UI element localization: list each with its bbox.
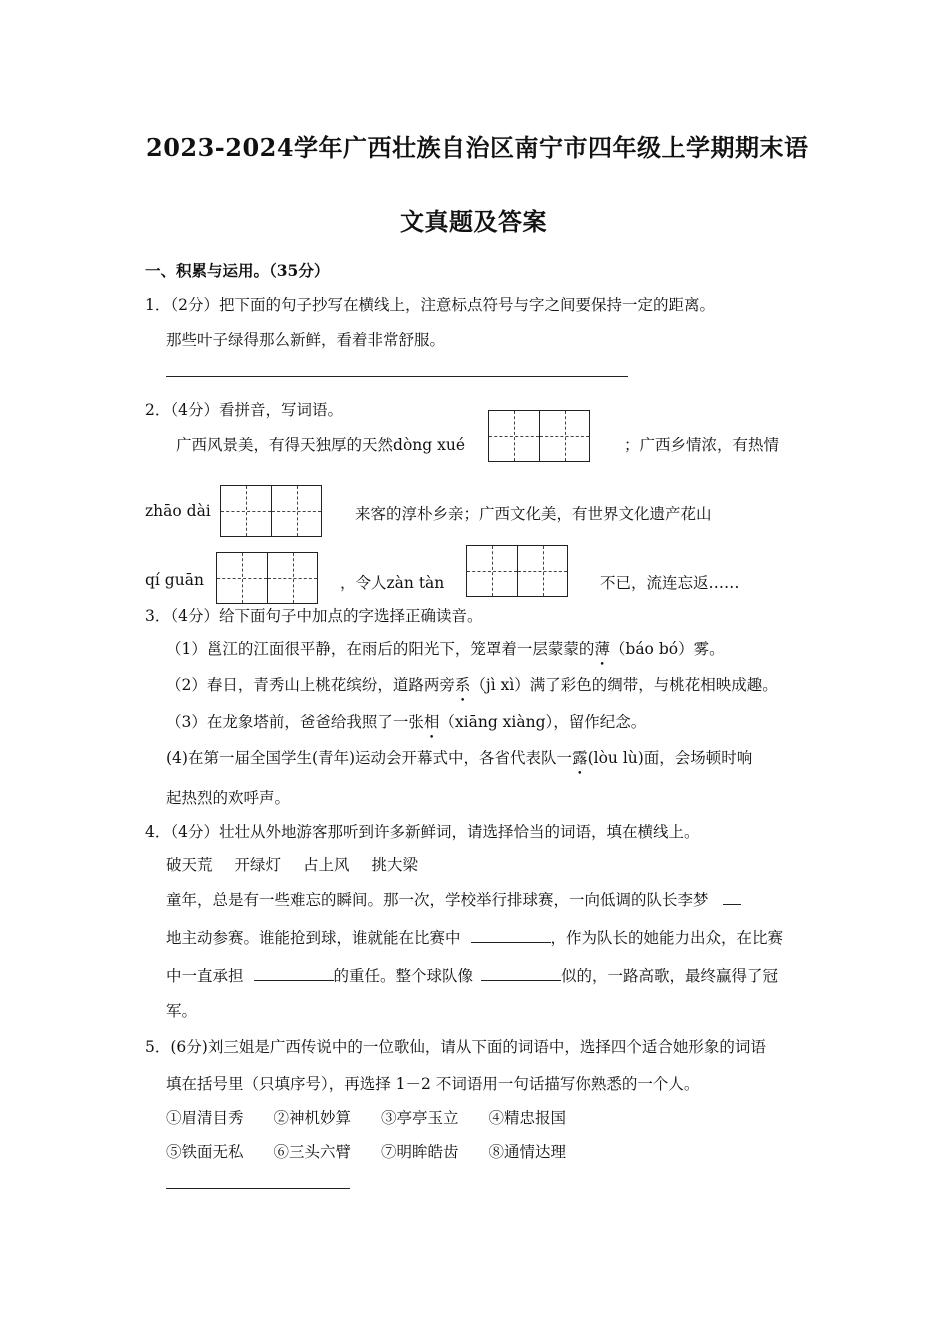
q4-option: 挑大梁 <box>371 856 419 874</box>
q5-option: ⑤铁面无私 <box>166 1143 244 1161</box>
q4-text: 似的，一路高歌，最终赢得了冠 <box>561 967 779 985</box>
q1-stem: 1．（2分）把下面的句子抄写在横线上，注意标点符号与字之间要保持一定的距离。 <box>145 296 715 314</box>
q3-item3-options: （xiāng xiàng），留作纪念。 <box>439 713 647 731</box>
grid-cell[interactable] <box>517 546 567 596</box>
grid-qiguan[interactable] <box>216 552 318 604</box>
grid-cell[interactable] <box>489 411 539 461</box>
q4-blank[interactable] <box>723 890 741 905</box>
q4-para-line2 <box>166 926 783 948</box>
dotted-char: 露 <box>572 749 588 767</box>
q3-item1-options: （báo bó）雾。 <box>609 640 725 658</box>
q5-options-row2 <box>166 1140 588 1162</box>
q5-option: ③亭亭玉立 <box>381 1109 459 1127</box>
grid-cell[interactable] <box>271 486 321 536</box>
dotted-char: 系 <box>454 676 471 694</box>
q3-item1 <box>166 637 725 659</box>
q4-para-line4: 军。 <box>166 1002 198 1020</box>
q4-options <box>166 853 440 875</box>
grid-dongxue[interactable] <box>488 410 590 462</box>
q2-line3-suffix: 不已，流连忘返…… <box>600 574 740 592</box>
q4-text: 中一直承担 <box>166 967 244 985</box>
q4-blank[interactable] <box>481 966 561 981</box>
q2-line1-prefix <box>176 433 465 455</box>
grid-cell[interactable] <box>539 411 589 461</box>
dotted-char: 相 <box>423 713 440 731</box>
q3-item2 <box>166 673 778 695</box>
q3-item4-text: (4)在第一届全国学生(青年)运动会开幕式中，各省代表队一 <box>166 749 573 767</box>
q5-option: ⑦明眸皓齿 <box>381 1143 459 1161</box>
q3-item3 <box>166 710 646 732</box>
q5-option: ①眉清目秀 <box>166 1109 244 1127</box>
q5-stem: 5．(6分)刘三姐是广西传说中的一位歌仙，请从下面的词语中，选择四个适合她形象的词语 <box>145 1038 766 1056</box>
q2-line1-text: 广西风景美，有得天独厚的天然 <box>176 436 394 454</box>
q3-item4-options: (lòu lù)面，会场顿时响 <box>587 749 753 767</box>
grid-cell[interactable] <box>267 553 317 603</box>
pinyin-qiguan: qí guān <box>145 571 204 589</box>
q4-stem: 4．（4分）壮壮从外地游客那听到许多新鲜词，请选择恰当的词语，填在横线上。 <box>145 823 700 841</box>
q2-line1-suffix: ；广西乡情浓，有热情 <box>624 436 780 454</box>
grid-zhaodai[interactable] <box>220 485 322 537</box>
pinyin-zantan: zàn tàn <box>386 574 445 592</box>
q4-text: ，作为队长的她能力出众，在比赛 <box>550 929 784 947</box>
q5-option: ④精忠报国 <box>488 1109 567 1127</box>
q4-text: 童年，总是有一些难忘的瞬间。那一次，学校举行排球赛，一向低调的队长李梦 <box>166 891 709 909</box>
q4-para-line3 <box>166 964 778 986</box>
q3-item1-text: （1）邕江的江面很平静，在雨后的阳光下，笼罩着一层蒙蒙的 <box>166 640 595 658</box>
grid-cell[interactable] <box>467 546 517 596</box>
section-heading: 一、积累与运用。（35分） <box>145 261 330 280</box>
q4-text: 的重任。整个球队像 <box>333 967 474 985</box>
q5-options-row1 <box>166 1106 588 1128</box>
q5-option: ②神机妙算 <box>273 1109 352 1127</box>
q3-item4-cont: 起热烈的欢呼声。 <box>166 789 291 807</box>
q1-answer-line[interactable] <box>166 376 628 377</box>
q4-blank[interactable] <box>471 928 551 943</box>
q2-line2-suffix: 来客的淳朴乡亲；广西文化美，有世界文化遗产花山 <box>355 505 712 523</box>
q4-para-line1 <box>166 888 741 910</box>
grid-zantan[interactable] <box>466 545 568 597</box>
q3-item2-options: （jì xì）满了彩色的绸带，与桃花相映成趣。 <box>470 676 778 694</box>
q3-item2-text: （2）春日，青秀山上桃花缤纷，道路两旁 <box>166 676 455 694</box>
grid-cell[interactable] <box>217 553 267 603</box>
q5-answer-line[interactable] <box>166 1188 350 1189</box>
q4-option: 破天荒 <box>166 856 213 874</box>
q1-sentence: 那些叶子绿得那么新鲜，看着非常舒服。 <box>166 331 446 349</box>
grid-cell[interactable] <box>221 486 271 536</box>
q2-line3-text: ，令人 <box>340 574 387 592</box>
q5-stem-cont: 填在括号里（只填序号），再选择 1－2 不词语用一句话描写你熟悉的一个人。 <box>166 1075 700 1093</box>
q2-line3-mid <box>340 571 444 593</box>
q3-stem: 3．（4分）给下面句子中加点的字选择正确读音。 <box>145 607 483 625</box>
q4-blank[interactable] <box>254 966 334 981</box>
q4-text: 地主动参赛。谁能抢到球，谁就能在比赛中 <box>166 929 461 947</box>
q5-option: ⑧通情达理 <box>488 1143 567 1161</box>
q3-item4 <box>166 746 752 768</box>
pinyin-dongxue: dòng xué <box>393 436 465 454</box>
dotted-char: 薄 <box>594 640 610 658</box>
pinyin-zhaodai: zhāo dài <box>145 502 211 520</box>
q5-option: ⑥三头六臂 <box>273 1143 352 1161</box>
doc-title-line2: 文真题及答案 <box>400 207 547 236</box>
q4-option: 占上风 <box>303 856 350 874</box>
q2-stem: 2．（4分）看拼音，写词语。 <box>145 401 343 419</box>
q3-item3-text: （3）在龙象塔前，爸爸给我照了一张 <box>166 713 424 731</box>
q4-option: 开绿灯 <box>234 856 282 874</box>
doc-title-line1: 2023-2024学年广西壮族自治区南宁市四年级上学期期末语 <box>146 133 809 162</box>
